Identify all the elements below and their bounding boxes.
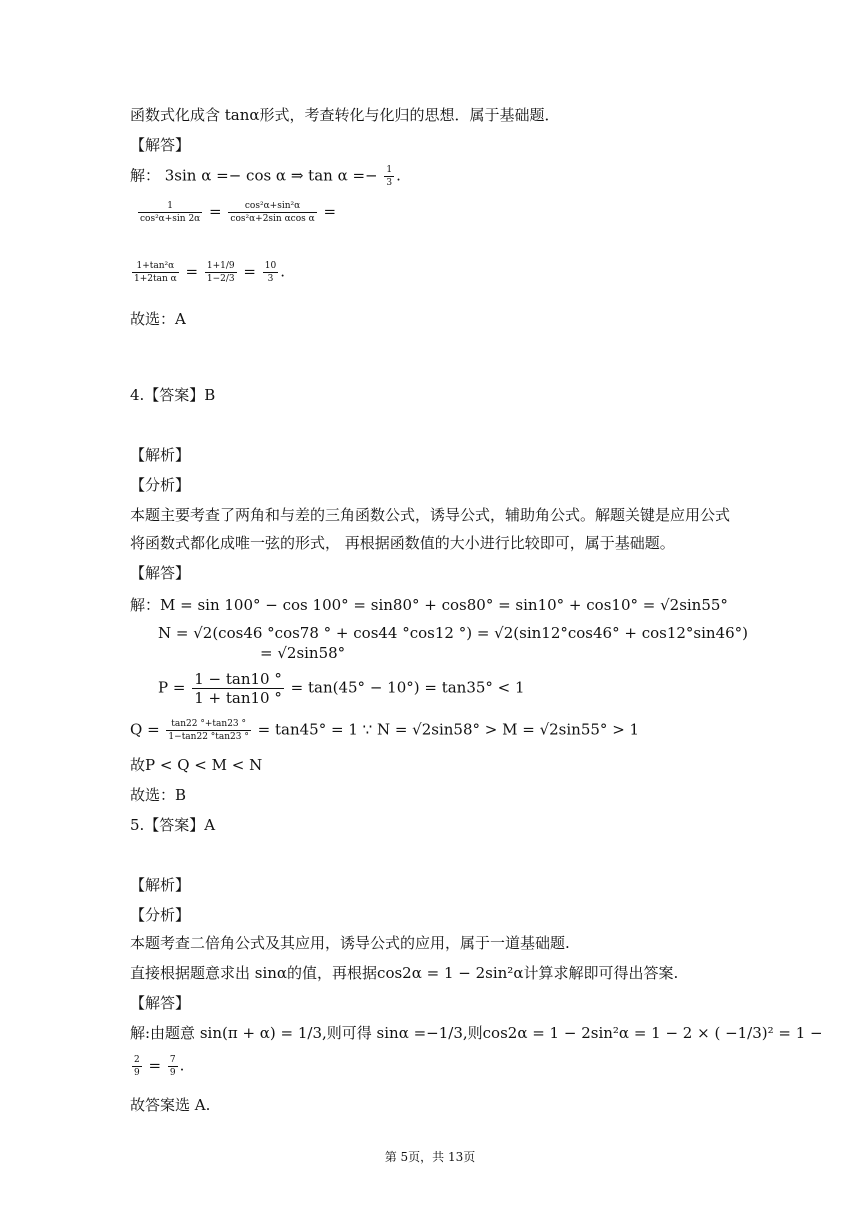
section-fenxi-heading: 【分析】: [130, 476, 191, 494]
solution-line-1: [130, 164, 401, 189]
fraction-numerator: 1+tan²α: [132, 260, 179, 273]
section-answer-heading: 【解答】: [130, 994, 191, 1012]
analysis-text-1: 本题主要考查了两角和与差的三角函数公式，诱导公式，辅助角公式。解题关键是应用公式: [130, 506, 731, 524]
choice-line: 故选：A: [130, 310, 186, 328]
equation-q: [130, 718, 639, 743]
fraction: [205, 260, 237, 285]
question-4-answer: 4.【答案】B: [130, 386, 216, 404]
fraction: [192, 670, 284, 707]
equation-suffix: = tan(45° − 10°) = tan35° < 1: [290, 678, 525, 697]
fraction-numerator: 1: [138, 200, 202, 213]
fraction-numerator: 7: [169, 1055, 176, 1065]
question-5-answer: 5.【答案】A: [130, 816, 216, 834]
section-analysis-heading: 【解析】: [130, 446, 191, 464]
analysis-text-2: 将函数式都化成唯一弦的形式， 再根据函数值的大小进行比较即可，属于基础题。: [130, 534, 675, 552]
fraction: [384, 164, 394, 189]
equation-m: 解：M = sin 100° − cos 100° = sin80° + cos80° = sin10° + cos10° = √2sin55°: [130, 596, 728, 614]
equation-line-3: [130, 260, 285, 285]
equation-suffix: = tan45° = 1 ∵ N = √2sin58° > M = √2sin55° > 1: [257, 720, 640, 739]
section-analysis-heading: 【解析】: [130, 876, 191, 894]
period: .: [280, 262, 285, 281]
fraction: [228, 200, 316, 225]
period: .: [179, 1056, 185, 1075]
fraction-numerator: cos²α+sin²α: [228, 200, 316, 213]
section-fenxi-heading: 【分析】: [130, 906, 191, 924]
analysis-text-3: 本题考查二倍角公式及其应用，诱导公式的应用，属于一道基础题.: [130, 934, 570, 952]
conclusion-line: 故P < Q < M < N: [130, 756, 263, 774]
equation-line-2: [136, 200, 336, 225]
equation-p: [158, 670, 525, 707]
fraction: [168, 1054, 178, 1079]
fraction-numerator: 1: [386, 165, 393, 175]
analysis-text-4: 直接根据题意求出 sinα的值，再根据cos2α = 1 − 2sin²α计算求解即可得出答案.: [130, 964, 679, 982]
fraction-denominator: 1−2/3: [206, 274, 235, 284]
fraction-numerator: 10: [264, 261, 277, 271]
equation-prefix: P =: [158, 678, 186, 697]
fraction-denominator: 3: [267, 274, 274, 284]
equation-prefix: Q =: [130, 720, 160, 739]
fraction-denominator: 9: [134, 1068, 140, 1078]
fraction-denominator: 9: [169, 1068, 176, 1078]
equals-sign: =: [185, 262, 199, 281]
fraction-denominator: cos²α+2sin αcos α: [230, 214, 315, 224]
fraction: [132, 260, 179, 285]
final-answer-line: 故答案选 A.: [130, 1096, 211, 1114]
fraction-denominator: cos²α+sin 2α: [140, 214, 201, 224]
period: .: [396, 166, 401, 185]
fraction-denominator: 3: [386, 178, 393, 188]
solution-prefix: 解： 3sin α =− cos α ⇒ tan α =−: [130, 166, 378, 185]
section-answer-heading: 【解答】: [130, 564, 191, 582]
fraction-numerator: 1 − tan10 °: [194, 670, 282, 688]
fraction: [138, 200, 202, 225]
equation-n: N = √2(cos46 °cos78 ° + cos44 °cos12 °) = √2(sin12°cos46° + cos12°sin46°): [158, 624, 749, 642]
equation-n-result: = √2sin58°: [260, 644, 346, 662]
choice-line: 故选：B: [130, 786, 187, 804]
fraction-numerator: 2: [134, 1055, 140, 1065]
text-line-1: 函数式化成含 tanα形式，考查转化与化归的思想．属于基础题．: [130, 106, 560, 124]
equals-sign: =: [148, 1056, 162, 1075]
fraction-numerator: tan22 °+tan23 °: [166, 718, 250, 731]
fraction: [132, 1054, 142, 1079]
equals-sign: =: [323, 202, 337, 221]
fraction: [263, 260, 278, 285]
fraction-numerator: 1+1/9: [206, 261, 235, 271]
section-answer-heading: 【解答】: [130, 136, 191, 154]
page-footer: 第 5页，共 13页: [384, 1150, 476, 1164]
fraction-denominator: 1−tan22 °tan23 °: [168, 732, 249, 742]
equals-sign: =: [209, 202, 222, 221]
solution-line-5-cont: [130, 1054, 184, 1079]
fraction: [166, 718, 250, 743]
fraction-denominator: 1+2tan α: [134, 274, 177, 284]
equals-sign: =: [243, 262, 256, 281]
fraction-denominator: 1 + tan10 °: [194, 689, 282, 707]
solution-line-5: 解:由题意 sin(π + α) = 1/3,则可得 sinα =−1/3,则cos2α = 1 − 2sin²α = 1 − 2 × ( −1/3)² = 1 −: [130, 1024, 823, 1042]
